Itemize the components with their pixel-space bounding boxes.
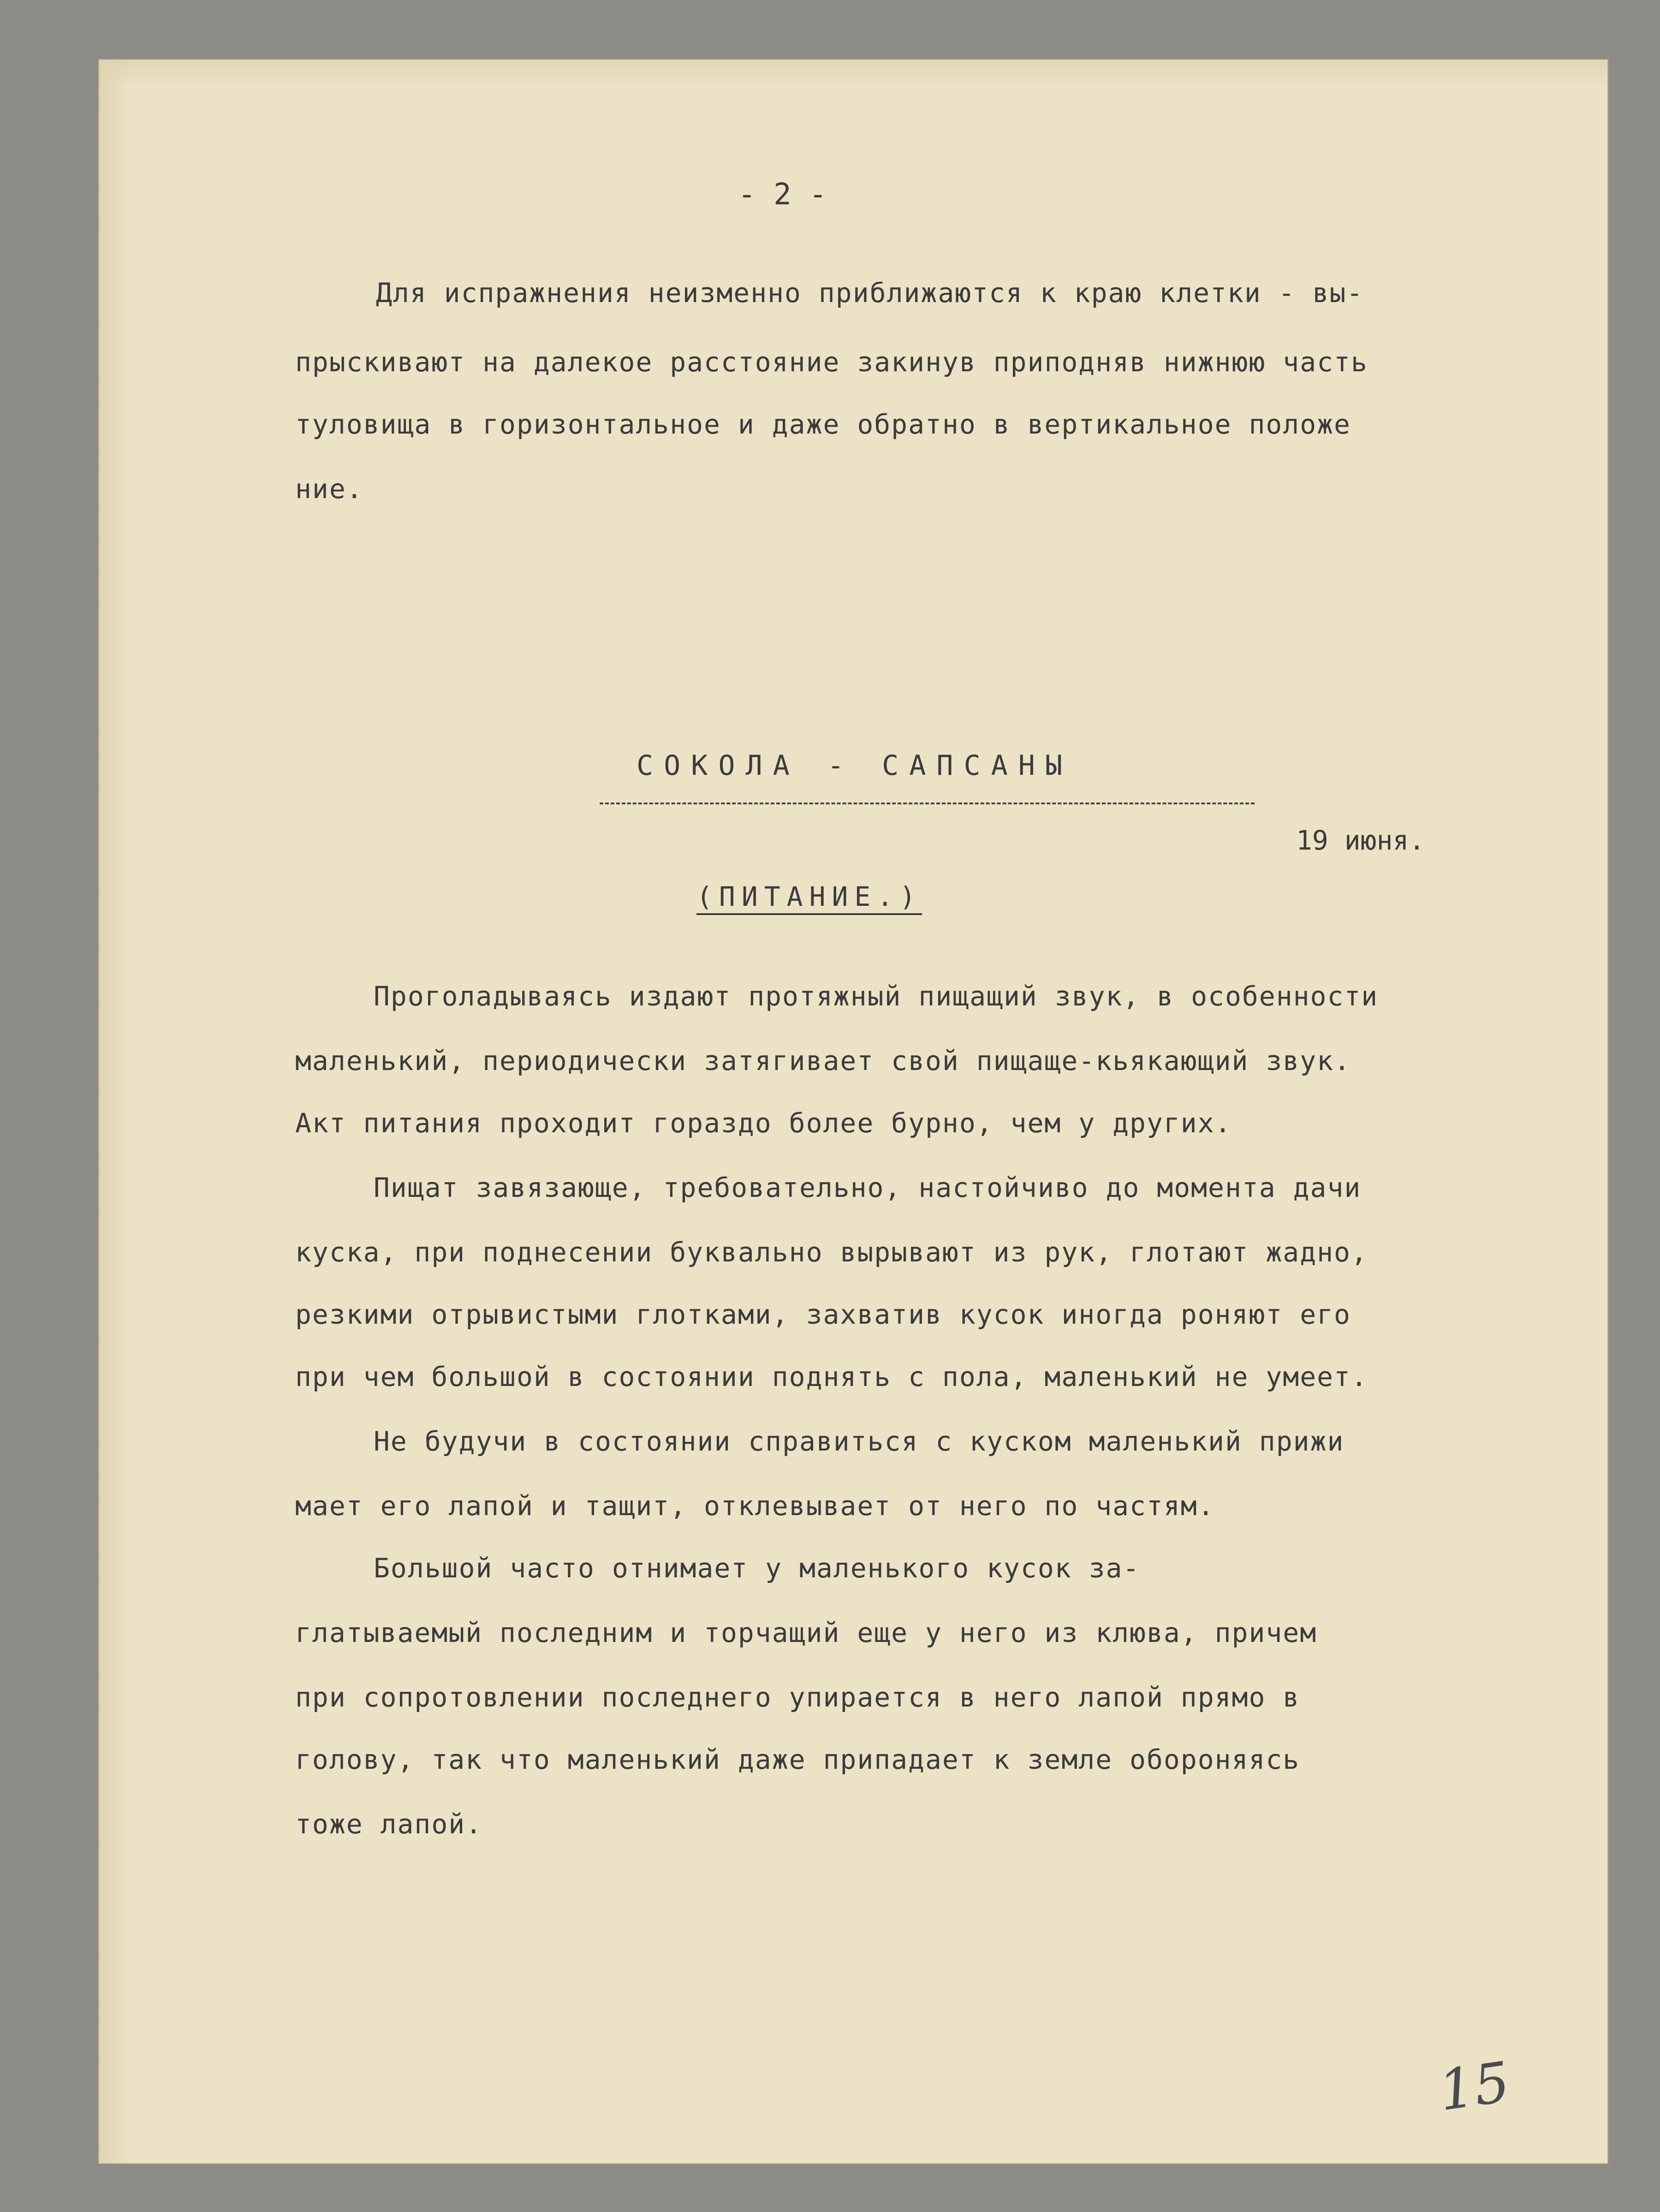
text-line: голову, так что маленький даже припадает к земле обороняясь <box>295 1744 1300 1775</box>
handwritten-folio-number: 15 <box>1435 2050 1514 2123</box>
text-line: при сопротовлении последнего упирается в него лапой прямо в <box>295 1682 1300 1713</box>
text-line: при чем большой в состоянии поднять с пола, маленький не умеет. <box>295 1361 1368 1392</box>
subsection-heading: (ПИТАНИЕ.) <box>696 881 922 915</box>
page-number: - 2 - <box>738 178 827 212</box>
text-line: Пищат завязающе, требовательно, настойчиво до момента дачи <box>374 1172 1362 1203</box>
text-line: тоже лапой. <box>295 1808 483 1840</box>
text-line: Большой часто отнимает у маленького кусок за- <box>374 1552 1140 1584</box>
text-line: глатываемый последним и торчащий еще у него из клюва, причем <box>295 1617 1317 1648</box>
text-line: Для испражнения неизменно приближаются к краю клетки - вы- <box>376 277 1364 309</box>
text-line: ние. <box>295 473 363 505</box>
text-line: туловища в горизонтальное и даже обратно в вертикальное положе <box>295 409 1351 440</box>
text-line: прыскивают на далекое расстояние закинув приподняв нижнюю часть <box>295 346 1368 378</box>
text-line: куска, при поднесении буквально вырывают из рук, глотают жадно, <box>295 1237 1368 1268</box>
text-line: Не будучи в состоянии справиться с куском маленький прижи <box>374 1426 1345 1457</box>
entry-date: 19 июня. <box>1296 825 1425 856</box>
text-line: мает его лапой и тащит, отклевывает от него по частям. <box>295 1490 1215 1522</box>
section-heading: СОКОЛА - САПСАНЫ <box>637 749 1073 782</box>
text-line: Проголадываясь издают протяжный пищащий звук, в особенности <box>374 981 1379 1012</box>
text-line: резкими отрывистыми глотками, захватив кусок иногда роняют его <box>295 1299 1351 1330</box>
heading-underline <box>600 803 1255 804</box>
text-line: Акт питания проходит гораздо более бурно, чем у других. <box>295 1107 1232 1139</box>
text-line: маленький, периодически затягивает свой пищаще-кьякающий звук. <box>295 1045 1351 1076</box>
